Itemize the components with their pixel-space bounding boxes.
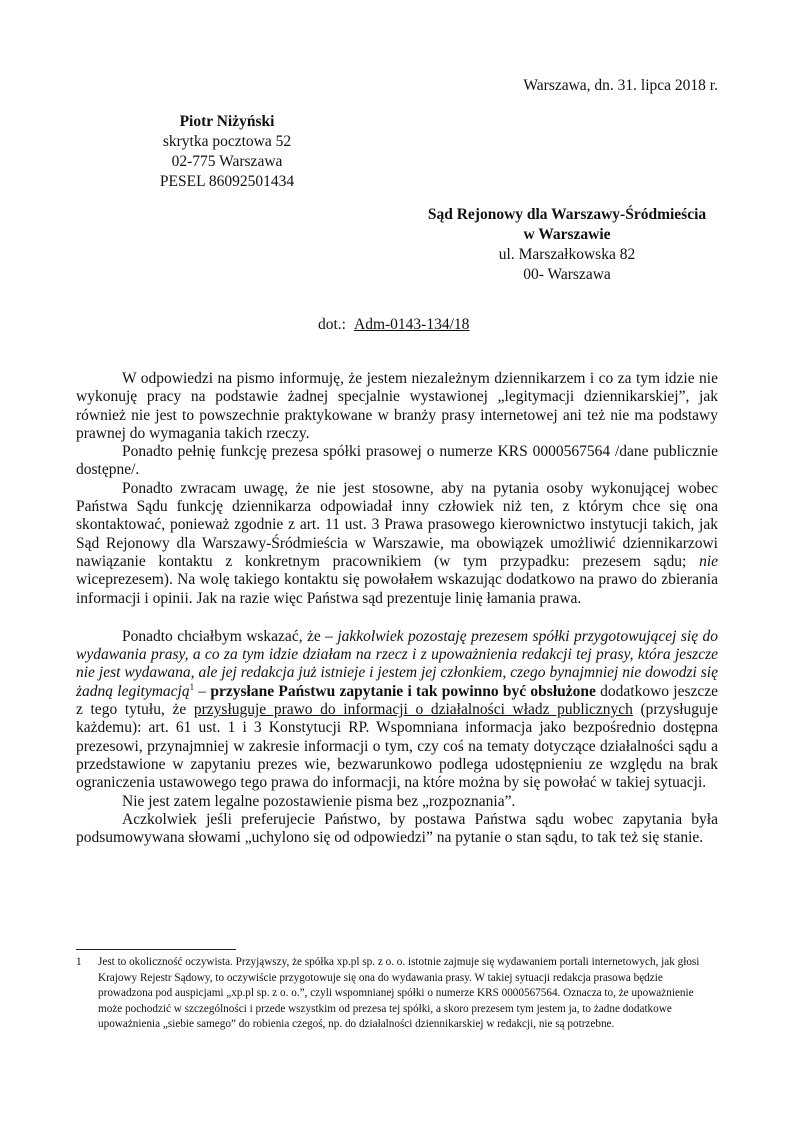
recipient-street: ul. Marszałkowska 82 (498, 246, 636, 263)
sender-address-line: 02-775 Warszawa (171, 153, 283, 170)
sender-block (155, 112, 299, 192)
underlined-text: przysługuje prawo do informacji o działalności władz publicznych (193, 701, 633, 719)
recipient-name: Sąd Rejonowy dla Warszawy-Śródmieścia (427, 206, 707, 223)
letter-date: Warszawa, dn. 31. lipca 2018 r. (523, 77, 718, 94)
recipient-postcode: 00- Warszawa (523, 266, 611, 283)
paragraph-text: wiceprezesem). Na wolę takiego kontaktu się powołałem wskazując dodatkowo na prawo do zbierania informacji i opinii. Jak na razie więc Państwa sąd prezentuje linię łamania prawa. (76, 571, 718, 607)
paragraph: Ponadto pełnię funkcję prezesa spółki prasowej o numerze KRS 0000567564 /dane publicznie dostępne/. (76, 443, 718, 479)
letter-body (76, 370, 718, 847)
sender-pesel: PESEL 86092501434 (159, 173, 295, 190)
footnote-mark: 1 (76, 956, 82, 968)
paragraph-text: Ponadto chciałbym wskazać, że – (122, 627, 333, 645)
paragraph (76, 480, 718, 608)
paragraph-text: Ponadto zwracam uwagę, że nie jest stosowne, aby na pytania osoby wykonującej wobec Państwa Sądu funkcję dziennikarza odpowiadał inny człowiek niż ten, z którym chce się ona skontaktować, ponieważ zgodnie z art. 11 ust. 3 Prawa prasowego kierownictwo instytucji takich, jak Sąd Rejonowy dla Warszawy-Śródmieścia w Warszawie, ma obowiązek umożliwić dziennikarzowi nawiązanie kontaktu z konkretnym pracownikiem (w tym przypadku: prezesem sądu; (76, 479, 718, 570)
paragraph-text: (przysługuje każdemu): art. 61 ust. 1 i 3 Konstytucji RP. Wspomniana informacja jako bezpośrednio dostępna prezesowi, przynajmniej w zakresie informacji o tym, czy coś na tematy dotyczące działalności sądu a przedstawione w zapytaniu prezes wie, bezwarunkowo podlega udostępnieniu ze względu na brak ograniczenia ustawowego tego prawa do informacji, na które można by się powołać w takiej sytuacji. (76, 701, 718, 792)
footnote (76, 955, 718, 1033)
bold-text: przysłane Państwu zapytanie i tak powinno być obsłużone (210, 682, 596, 700)
footnote-text: Jest to okoliczność oczywista. Przyjąwszy, że spółka xp.pl sp. z o. o. istotnie zajmuje się wydawaniem portali internetowych, jak głosi Krajowy Rejestr Sądowy, to oczywiście przygotowuje się ona do wydawania prasy. W takiej sytuacji redakcja prasowa będzie prowadzona pod auspicjami „xp.pl sp. z o. o.”, czyli wspomnianej spółki o numerze KRS 0000567564. Oznacza to, że upoważnienie może pochodzić w szczególności i przede wszystkim od prezesa tej spółki, a skoro prezesem tym jestem ja, to żadne dodatkowe upoważnienia „siebie samego” do robienia czegoś, np. do działalności dziennikarskiej w redakcji, nie są potrzebne. (98, 956, 700, 1031)
paragraph-text: dodatkowo jeszcze z tego tytułu, że (76, 682, 719, 719)
reference-line (318, 316, 469, 334)
paragraph (76, 628, 718, 793)
recipient-block (419, 205, 715, 285)
sender-name: Piotr Niżyński (179, 113, 275, 130)
emphasis-text: nie (699, 552, 719, 570)
reference-number: Adm-0143-134/18 (354, 316, 470, 333)
paragraph: W odpowiedzi na pismo informuję, że jestem niezależnym dziennikarzem i co za tym idzie nie wykonuję pracy na podstawie żadnej specjalnie wystawionej „legitymacji dziennikarskiej”, jak również nie jest to powszechnie praktykowane w branży prasy internetowej ani też nie ma podstawy prawnej do wymagania takich rzeczy. (76, 370, 718, 442)
sender-address-line: skrytka pocztowa 52 (162, 133, 292, 150)
emphasis-text: jakkolwiek pozostaję prezesem spółki przygotowującej się do wydawania prasy, a co za tym idzie działam na rzecz i z upoważnienia redakcji tej prasy, która jeszcze nie jest wydawana, ale jej redakcja już istnieje i jestem jej członkiem, czego bynajmniej nie dowodzi się żadną legitymacją (76, 627, 718, 700)
paragraph: Aczkolwiek jeśli preferujecie Państwo, by postawa Państwa sądu wobec zapytania była podsumowywana słowami „uchylono się od odpowiedzi” na pytanie o stan sądu, to tak też się stanie. (76, 810, 718, 847)
recipient-city: w Warszawie (523, 226, 611, 243)
paragraph-text: – (198, 682, 207, 700)
footnote-separator (76, 949, 236, 950)
footnote-reference[interactable]: 1 (189, 681, 195, 692)
paragraph: Nie jest zatem legalne pozostawienie pisma bez „rozpoznania”. (122, 792, 516, 810)
reference-label: dot.: (318, 316, 346, 333)
